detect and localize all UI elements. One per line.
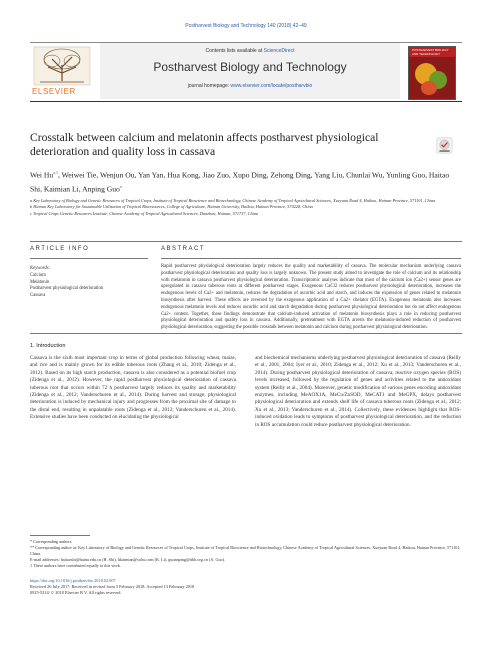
homepage-prefix: journal homepage: [187,83,230,89]
doi-block [30,578,462,597]
keyword: Melatonin [30,279,50,285]
abstract-text: Rapid postharvest physiological deterioration largely reduces the quality and marketability of cassava. The molecular mechanism underlying cassava postharvest physiological deterioration and quality loss is largely unknown. The present study aimed to investigate the role of calcium and its relationship with melatonin in cassava postharvest physiological deterioration. Transcriptomic analyses indicate that most of the calcium ion (Ca2+) sensor genes are upregulated in cassava tuberous roots at different postharvest stages. Exogenous CaCl2 reduces postharvest physiological deterioration, increases the endogenous levels of Ca2+ and melatonin, reduces the degradation of ascorbic acid and starch, and induces the expression of genes related to melatonin biosynthesis after harvest. These effects are reversed by the exogenous application of a Ca2+ chelator (EGTA). Exogenous melatonin also increases endogenous melatonin levels and reduces ascorbic acid and starch degradation during postharvest physiological deterioration but do not affect endogenous Ca2+ content. Together, these findings demonstrate that calcium-induced activation of melatonin biosynthesis plays a role in reducing postharvest physiological deterioration and quality loss in cassava. Additionally, pretreatment with EGTA arrests the melatonin-induced reduction of postharvest physiological deterioration, suggesting the possible crosstalk between melatonin and calcium during postharvest physiological deterioration. [161,264,461,331]
footnotes [30,539,462,569]
body-column-left: Cassava is the sixth most important crop in terms of global production following wheat, maize, and rice and is mainly grown for its edible tuberous roots (Zhang et al., 2010; Zidenga et al., 2012). Based on its high starch production, cassava is also considered as a potential biofuel crop (Zidenga et al., 2012). However, the rapid postharvest physiological deterioration of cassava tuberous root that occurs within 72 h postharvest largely reduces its quality and marketability (Zidenga et al., 2012; Vanderschuren et al., 2014). During harvest and storage, physiological deterioration is induced by mechanical injury and progresses from the proximal site of damage to the distal end, resulting in unpalatable roots (Zidenga et al., 2012; Vanderschuren et al., 2014). Extensive studies have been conducted on elucidating the physiological [30,355,236,421]
keyword: Calcium [30,272,46,278]
doi-link[interactable]: https://doi.org/10.1016/j.postharvbio.2018.02.007 [30,578,116,583]
journal-title: Postharvest Biology and Technology [153,60,347,74]
article-title: Crosstalk between calcium and melatonin affects postharvest physiological deterioration and quality loss in cassava [30,131,379,158]
corresponding-note: * Corresponding authors. [30,539,73,544]
divider [30,258,148,259]
keywords-label: Keywords: [30,266,51,271]
keyword: Cassava [30,293,46,299]
body-column-right: and biochemical mechanisms underlying postharvest physiological deterioration of cassava (Reilly et al., 2001, 2004; Iyer et al., 2010; Zidenga et al., 2012; Xu et al., 2013; Vanderschuren et al., 2014). During postharvest physiological deterioration of cassava, reactive oxygen species (ROS) levels increased, followed by the regulation of genes and activities related to the antioxidant system (Reilly et al., 2004). Moreover, genetic modification of various genes encoding antioxidant enzymes, including MeAOX1A, MeCu/ZnSOD, MeCAT1 and MeGPX, delays postharvest physiological deterioration and extends shelf life of cassava tuberous roots (Zidenga et al., 2012; Xu et al., 2013; Vanderschuren et al., 2014). Collectively, these evidences highlight that ROS-induced oxidation leads to symptoms of postharvest physiological deterioration, and the reduction in ROS accumulation could reduce postharvest physiological deterioration. [255,355,461,428]
other-authors[interactable]: Weiwei Tie, Wenjun Ou, Yan Yan, Hua Kong, Jiao Zuo, Xupo Ding, Zehong Ding, Yang Liu, Chunlai Wu, Yunling Guo, Haitao Shi, Kaimian Li, Anping Guo [30,170,450,194]
copyright: 0925-5214/ © 2018 Elsevier B.V. All rights reserved. [30,590,122,596]
homepage-line [100,83,400,89]
cover-title: POSTHARVEST BIOLOGY AND TECHNOLOGY [412,48,449,56]
contents-prefix: Contents lists available at [205,48,263,54]
divider [161,258,461,259]
sciencedirect-link[interactable]: ScienceDirect [263,48,295,54]
publisher-name: ELSEVIER [32,87,76,96]
header-center-panel [100,43,400,99]
article-info-heading: ARTICLE INFO [30,246,90,252]
journal-cover-image [408,46,456,100]
keyword: Postharvest physiological deterioration [30,286,104,292]
divider [30,333,462,334]
equal-contribution-note: 1 These authors have contributed equally to this work. [30,563,121,569]
homepage-link[interactable]: www.elsevier.com/locate/postharvbio [230,83,313,89]
affiliation-b: b Hainan Key Laboratory for Sustainable Utilization of Tropical Bioresources, College of Agriculture, Hainan University, Haikou, Hainan Province, 570228, China [30,204,313,210]
journal-header [30,42,462,102]
co-corresponding-note: ** Corresponding author at: Key Laboratory of Biology and Genetic Resources of Tropical Crops, Institute of Tropical Bioscience and Biotechnology, Chinese Academy of Tropical Agricultural Sciences, Xueyuan Road 4, Haikou, Hainan Province, 571101, China. [30,545,461,557]
contents-line [100,48,400,54]
introduction-heading: 1. Introduction [30,343,66,349]
email-note[interactable]: E-mail addresses: haitaoshi@hainu.edu.cn (H. Shi), likaimian@sohu.com (K. Li), guoanping@itbb.org.cn (A. Guo). [30,557,226,563]
first-author[interactable]: Wei Hu [30,170,54,180]
journal-reference[interactable]: Postharvest Biology and Technology 140 (2018) 42–49 [185,23,307,29]
affiliations [30,198,462,217]
received-dates: Received 26 July 2017; Received in revised form 5 February 2018; Accepted 13 February 2018 [30,584,195,590]
crossmark-icon[interactable] [436,137,453,154]
abstract-heading: ABSTRACT [161,246,206,252]
keywords-block [30,266,148,300]
affiliation-c: c Tropical Crops Genetic Resources Institute, Chinese Academy of Tropical Agricultural Sciences, Danzhou, Hainan, 571737, China [30,210,259,216]
author-list: Wei Hu$^{a,1}$, Weiwei Tie, Wenjun Ou, Yan Yan, Hua Kong, Jiao Zuo, Xupo Ding, Zehong Ding, Yang Liu, Chunlai Wu, Yunling Guo, Haitao Shi, Kaimian Li, Anping Guo$^a$ [30,170,450,194]
footnote-divider [30,535,90,536]
divider [30,241,462,242]
affiliation-a: a Key Laboratory of Biology and Genetic Resources of Tropical Crops, Institute of Tropical Bioscience and Biotechnology, Chinese Academy of Tropical Agricultural Sciences, Xueyuan Road 4, Haikou, Hainan Province, 571101, China [30,198,436,203]
